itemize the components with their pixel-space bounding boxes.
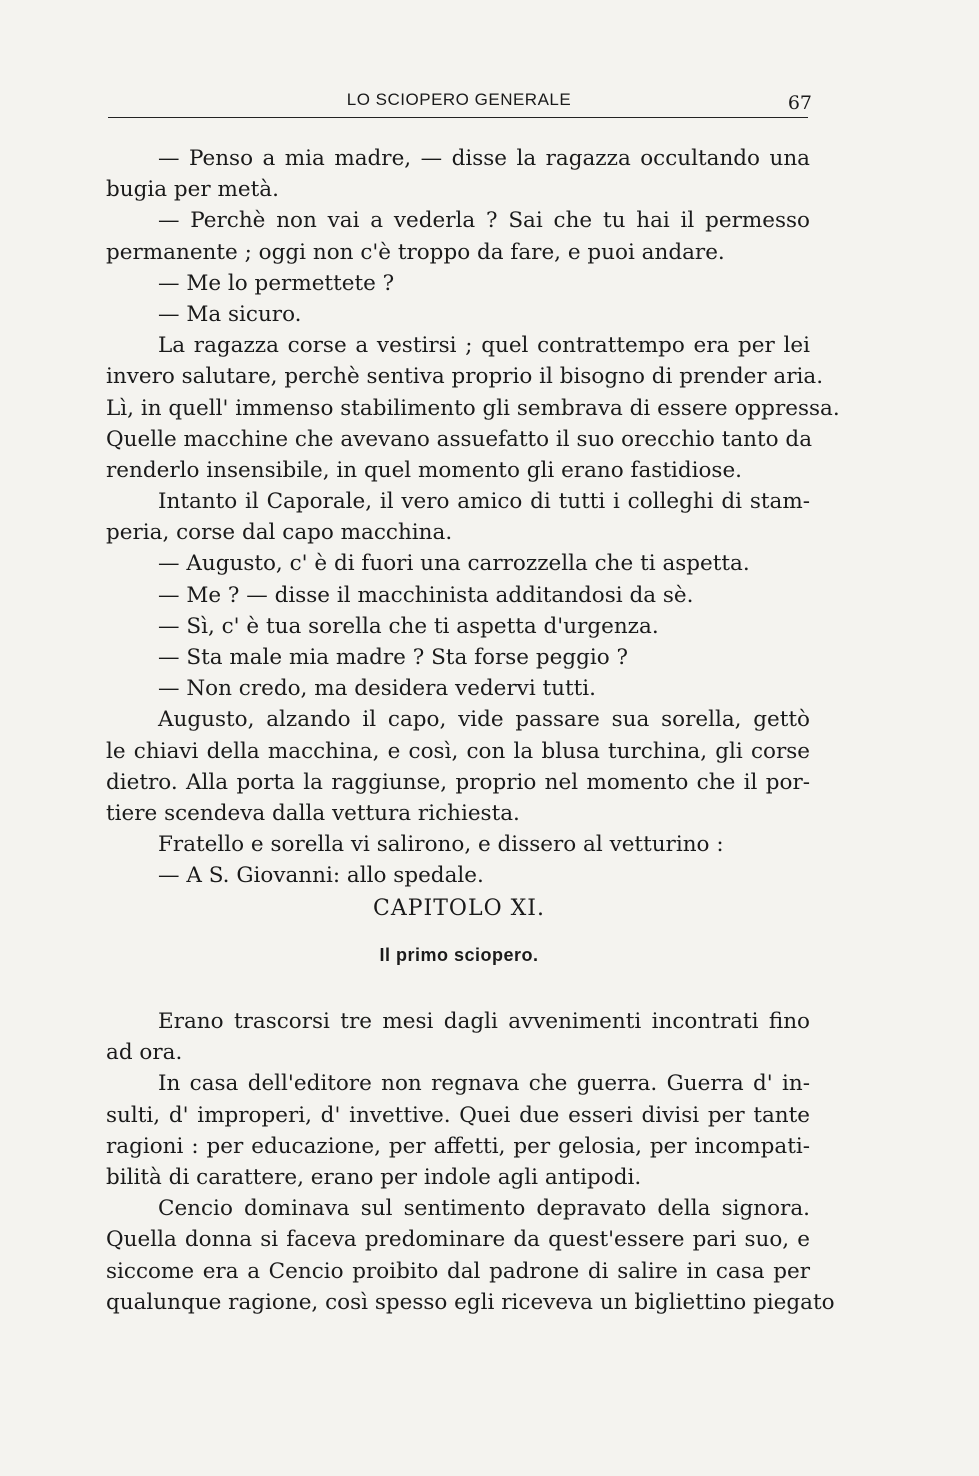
text-line: Fratello e sorella vi salirono, e dissero al vetturino : xyxy=(158,832,724,858)
text-line: — Sta male mia madre ? Sta forse peggio ? xyxy=(158,645,629,670)
running-title: LO SCIOPERO GENERALE xyxy=(346,90,572,109)
text-line: bugia per metà. xyxy=(106,177,279,203)
text-line: — Ma sicuro. xyxy=(158,301,302,327)
text-line: — Perchè non vai a vederla ? Sai che tu hai il permesso xyxy=(158,208,810,234)
text-line: Quella donna si faceva predominare da quest'essere pari suo, e xyxy=(106,1227,810,1253)
text-line: sulti, d' improperi, d' invettive. Quei due esseri divisi per tante xyxy=(106,1102,810,1128)
text-line: Augusto, alzando il capo, vide passare sua sorella, gettò xyxy=(158,707,810,733)
text-line: renderlo insensibile, in quel momento gli erano fastidiose. xyxy=(106,457,743,483)
text-line: Intanto il Caporale, il vero amico di tutti i colleghi di stam- xyxy=(158,489,810,515)
text-line: tiere scendeva dalla vettura richiesta. xyxy=(106,800,520,826)
text-line: In casa dell'editore non regnava che guerra. Guerra d' in- xyxy=(158,1071,810,1097)
header-rule xyxy=(108,117,808,118)
text-line: permanente ; oggi non c'è troppo da fare, e puoi andare. xyxy=(106,239,725,265)
text-line: — A S. Giovanni: allo spedale. xyxy=(158,863,484,889)
text-line: ad ora. xyxy=(106,1040,183,1066)
text-line: siccome era a Cencio proibito dal padrone di salire in casa per xyxy=(106,1258,810,1284)
running-head xyxy=(108,88,810,118)
text-line: — Me ? — disse il macchinista additandosi da sè. xyxy=(158,582,694,608)
text-line: qualunque ragione, così spesso egli riceveva un bigliettino piegato xyxy=(106,1289,835,1315)
text-line: Lì, in quell' immenso stabilimento gli sembrava di essere oppressa. xyxy=(106,395,840,421)
text-line: ragioni : per educazione, per affetti, per gelosia, per incompati- xyxy=(106,1133,810,1159)
text-line: La ragazza corse a vestirsi ; quel contrattempo era per lei xyxy=(158,333,810,359)
text-line: invero salutare, perchè sentiva proprio il bisogno di prender aria. xyxy=(106,364,824,390)
text-line: — Penso a mia madre, — disse la ragazza occultando una xyxy=(158,146,810,171)
page-number: 67 xyxy=(787,92,812,114)
text-line: bilità di carattere, erano per indole agli antipodi. xyxy=(106,1164,642,1190)
text-line: — Sì, c' è tua sorella che ti aspetta d'urgenza. xyxy=(158,613,659,639)
text-line: — Augusto, c' è di fuori una carrozzella che ti aspetta. xyxy=(158,551,750,577)
text-line: peria, corse dal capo macchina. xyxy=(106,520,453,546)
text-line: — Me lo permettete ? xyxy=(158,270,395,296)
text-line: dietro. Alla porta la raggiunse, proprio nel momento che il por- xyxy=(106,769,810,795)
text-line: Quelle macchine che avevano assuefatto il suo orecchio tanto da xyxy=(106,426,813,452)
text-line: le chiavi della macchina, e così, con la blusa turchina, gli corse xyxy=(106,738,810,764)
chapter-title: CAPITOLO XI. xyxy=(373,896,545,921)
text-block-chapter xyxy=(106,1006,835,1318)
text-line: — Non credo, ma desidera vedervi tutti. xyxy=(158,676,597,702)
text-line: Erano trascorsi tre mesi dagli avvenimenti incontrati fino xyxy=(158,1009,810,1034)
text-block-dialogue xyxy=(106,143,840,892)
text-line: Cencio dominava sul sentimento depravato della signora. xyxy=(158,1196,810,1222)
chapter-subtitle: Il primo sciopero. xyxy=(379,945,539,965)
